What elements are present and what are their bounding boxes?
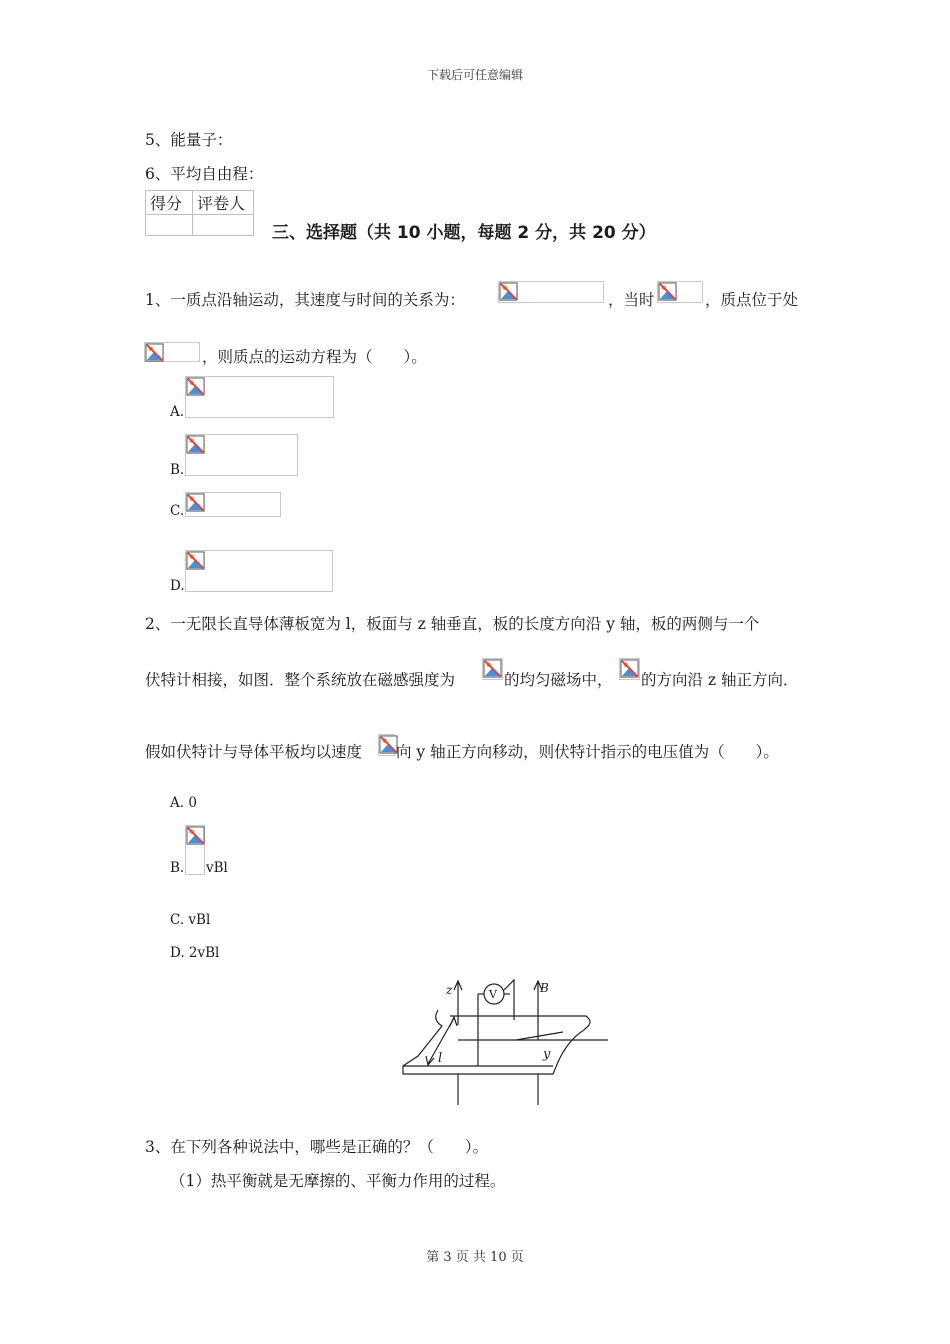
q2-field-direction-image — [619, 658, 640, 680]
score-header: 得分 — [146, 191, 193, 215]
q2-plate-voltmeter-figure — [398, 970, 608, 1105]
voltmeter-wire-right — [504, 980, 514, 1020]
q2-magnetic-field-image — [482, 658, 503, 680]
q3-item1: （1）热平衡就是无摩擦的、平衡力作用的过程。 — [170, 1172, 506, 1190]
plate-far-edge — [450, 1016, 590, 1030]
section-title: 三、选择题（共 10 小题，每题 2 分，共 20 分） — [272, 223, 656, 243]
q1-text-part4: ，则质点的运动方程为（ ）。 — [202, 348, 427, 366]
b-field-label: B — [540, 981, 549, 995]
item-q5: 5、能量子： — [145, 131, 233, 149]
q2-option-c: C. vBl — [170, 912, 211, 928]
q3-stem: 3、在下列各种说法中，哪些是正确的？（ ）。 — [145, 1138, 489, 1156]
q2-line2-part3: 的方向沿 z 轴正方向． — [641, 671, 799, 689]
q1-option-d-image — [185, 550, 333, 592]
q2-line3-part1: 假如伏特计与导体平板均以速度 — [145, 743, 363, 761]
q1-text-part2: ，当时 — [608, 291, 655, 309]
broken-image-icon — [499, 282, 518, 301]
grader-header: 评卷人 — [193, 191, 254, 215]
plate-outline — [403, 1010, 584, 1074]
q1-option-c-label: C. — [170, 503, 185, 519]
q1-position-formula-image — [144, 342, 200, 362]
z-axis-label: z — [446, 983, 453, 997]
q2-line3-part2: 向 y 轴正方向移动，则伏特计指示的电压值为（ ）。 — [396, 743, 779, 761]
grader-cell — [193, 215, 254, 236]
broken-image-icon — [658, 282, 677, 301]
q2-line2-part2: 的均匀磁场中， — [504, 671, 613, 689]
q2-line2-part1: 伏特计相接，如图．整个系统放在磁感强度为 — [145, 671, 456, 689]
q2-option-b-image — [185, 825, 205, 875]
score-table — [145, 190, 254, 236]
page-footer: 第 3 页 共 10 页 — [426, 1250, 524, 1265]
y-axis-line — [516, 1032, 563, 1040]
broken-image-icon — [186, 826, 205, 845]
broken-image-icon — [620, 659, 639, 678]
broken-image-icon — [186, 377, 205, 396]
broken-image-icon — [186, 551, 205, 570]
q1-text-part3: ，质点位于处 — [705, 291, 799, 309]
broken-image-icon — [186, 493, 205, 512]
q1-option-b-image — [185, 434, 298, 476]
q2-option-b-text: vBl — [206, 860, 228, 876]
q1-option-a-image — [185, 376, 334, 418]
voltmeter-label: V — [489, 988, 497, 1001]
l-arrow-head-top — [450, 1017, 457, 1026]
score-cell — [146, 215, 193, 236]
q1-text-part1: 1、一质点沿轴运动，其速度与时间的关系为： — [145, 291, 465, 309]
broken-image-icon — [145, 343, 164, 362]
broken-image-icon — [186, 435, 205, 454]
y-axis-label: y — [543, 1047, 551, 1062]
broken-image-icon — [483, 659, 502, 678]
q2-option-a: A. 0 — [170, 795, 197, 811]
q1-option-c-image — [185, 492, 281, 517]
q2-option-d: D. 2vBl — [170, 945, 220, 961]
q1-option-d-label: D. — [170, 578, 185, 594]
item-q6: 6、平均自由程： — [145, 165, 264, 183]
q1-option-a-label: A. — [170, 404, 185, 420]
q1-option-b-label: B. — [170, 462, 185, 478]
page-header: 下载后可任意编辑 — [426, 68, 523, 82]
q1-time-formula-image — [657, 281, 703, 303]
q1-velocity-formula-image — [498, 281, 604, 303]
q2-option-b-label: B. — [170, 860, 185, 876]
q2-line1: 2、一无限长直导体薄板宽为 l，板面与 z 轴垂直，板的长度方向沿 y 轴，板的两侧与一个 — [145, 615, 760, 633]
q2-velocity-image — [378, 734, 395, 756]
width-l-label: l — [438, 1051, 443, 1066]
